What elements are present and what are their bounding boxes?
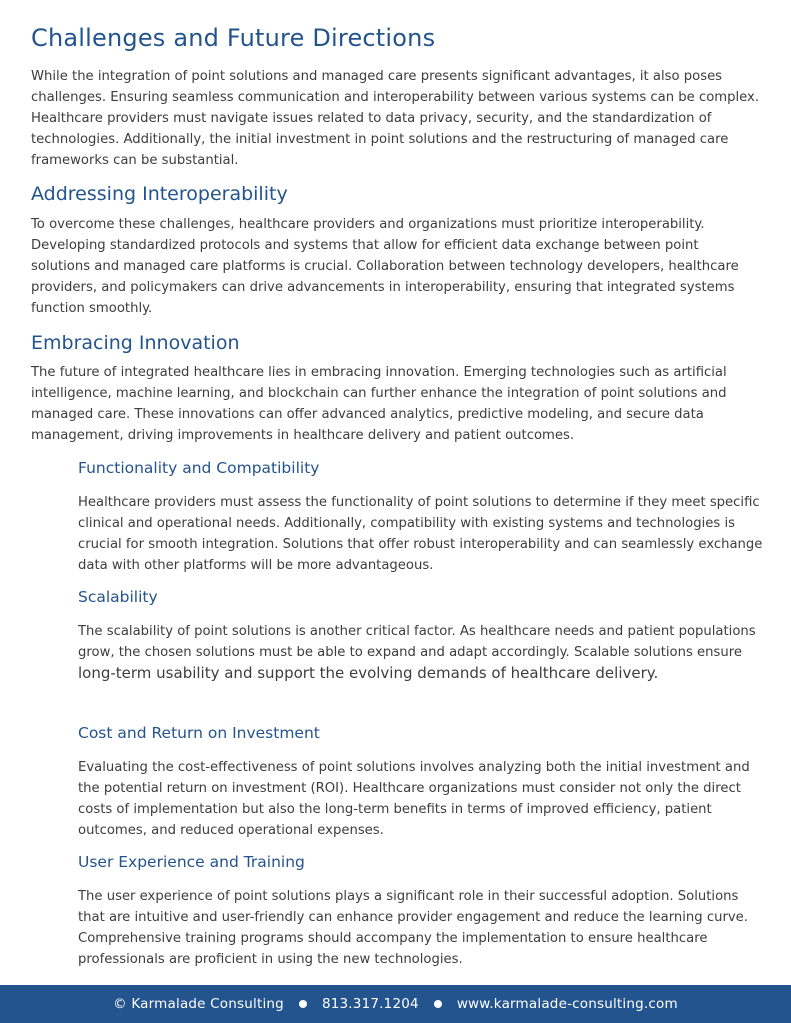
interoperability-paragraph: To overcome these challenges, healthcare providers and organizations must prioritize interoperability. Developing standardized protocols and systems that allow for efficient data exchange between point solutions and managed care platforms is crucial. Collaboration between technology developers, healthcare providers, and policymakers can drive advancements in interoperability, ensuring that integrated systems function smoothly. — [31, 217, 739, 316]
innovation-heading: Embracing Innovation — [31, 332, 240, 354]
scalability-text-end: long-term usability and support the evolving demands of healthcare delivery. — [78, 664, 659, 682]
interoperability-heading: Addressing Interoperability — [31, 183, 288, 205]
scalability-text-start: The scalability of point solutions is another critical factor. As healthcare needs and patient populations grow, the chosen solutions must be able to expand and adapt accordingly. Scalable solutions ensure — [78, 624, 756, 660]
ux-paragraph: The user experience of point solutions plays a significant role in their successful adoption. Solutions that are intuitive and user-friendly can enhance provider engagement and reduce the learning curve. Comprehensive training programs should accompany the implementation to ensure healthcare professionals are proficient in using the new technologies. — [78, 889, 748, 967]
functionality-paragraph: Healthcare providers must assess the functionality of point solutions to determine if they meet specific clinical and operational needs. Additionally, compatibility with existing systems and technologies is crucial for smooth integration. Solutions that offer robust interoperability and can seamlessly exchange data with other platforms will be more advantageous. — [78, 495, 763, 573]
scalability-heading: Scalability — [78, 588, 158, 606]
cost-paragraph: Evaluating the cost-effectiveness of point solutions involves analyzing both the initial investment and the potential return on investment (ROI). Healthcare organizations must consider not only the direct costs of implementation but also the long-term benefits in terms of improved efficiency, patient outcomes, and reduced operational expenses. — [78, 760, 750, 838]
functionality-heading: Functionality and Compatibility — [78, 459, 320, 477]
innovation-paragraph: The future of integrated healthcare lies in embracing innovation. Emerging technologies such as artificial intelligence, machine learning, and blockchain can further enhance the integration of point solutions and managed care. These innovations can offer advanced analytics, predictive modeling, and secure data management, driving improvements in healthcare delivery and patient outcomes. — [31, 365, 727, 443]
scalability-paragraph — [78, 621, 768, 685]
intro-paragraph: While the integration of point solutions and managed care presents significant advantages, it also poses challenges. Ensuring seamless communication and interoperability between various systems can be complex. Healthcare providers must navigate issues related to data privacy, security, and the standardization of technologies. Additionally, the initial investment in point solutions and the restructuring of managed care frameworks can be substantial. — [31, 69, 760, 168]
ux-heading: User Experience and Training — [78, 853, 305, 871]
footer-website[interactable]: www.karmalade-consulting.com — [456, 996, 678, 1012]
bullet-icon — [299, 1000, 307, 1008]
page-title: Challenges and Future Directions — [31, 24, 436, 52]
footer-phone[interactable]: 813.317.1204 — [321, 996, 419, 1012]
bullet-icon — [434, 1000, 442, 1008]
cost-heading: Cost and Return on Investment — [78, 724, 320, 742]
footer-company: © Karmalade Consulting — [113, 996, 284, 1012]
footer-bar — [0, 985, 791, 1023]
